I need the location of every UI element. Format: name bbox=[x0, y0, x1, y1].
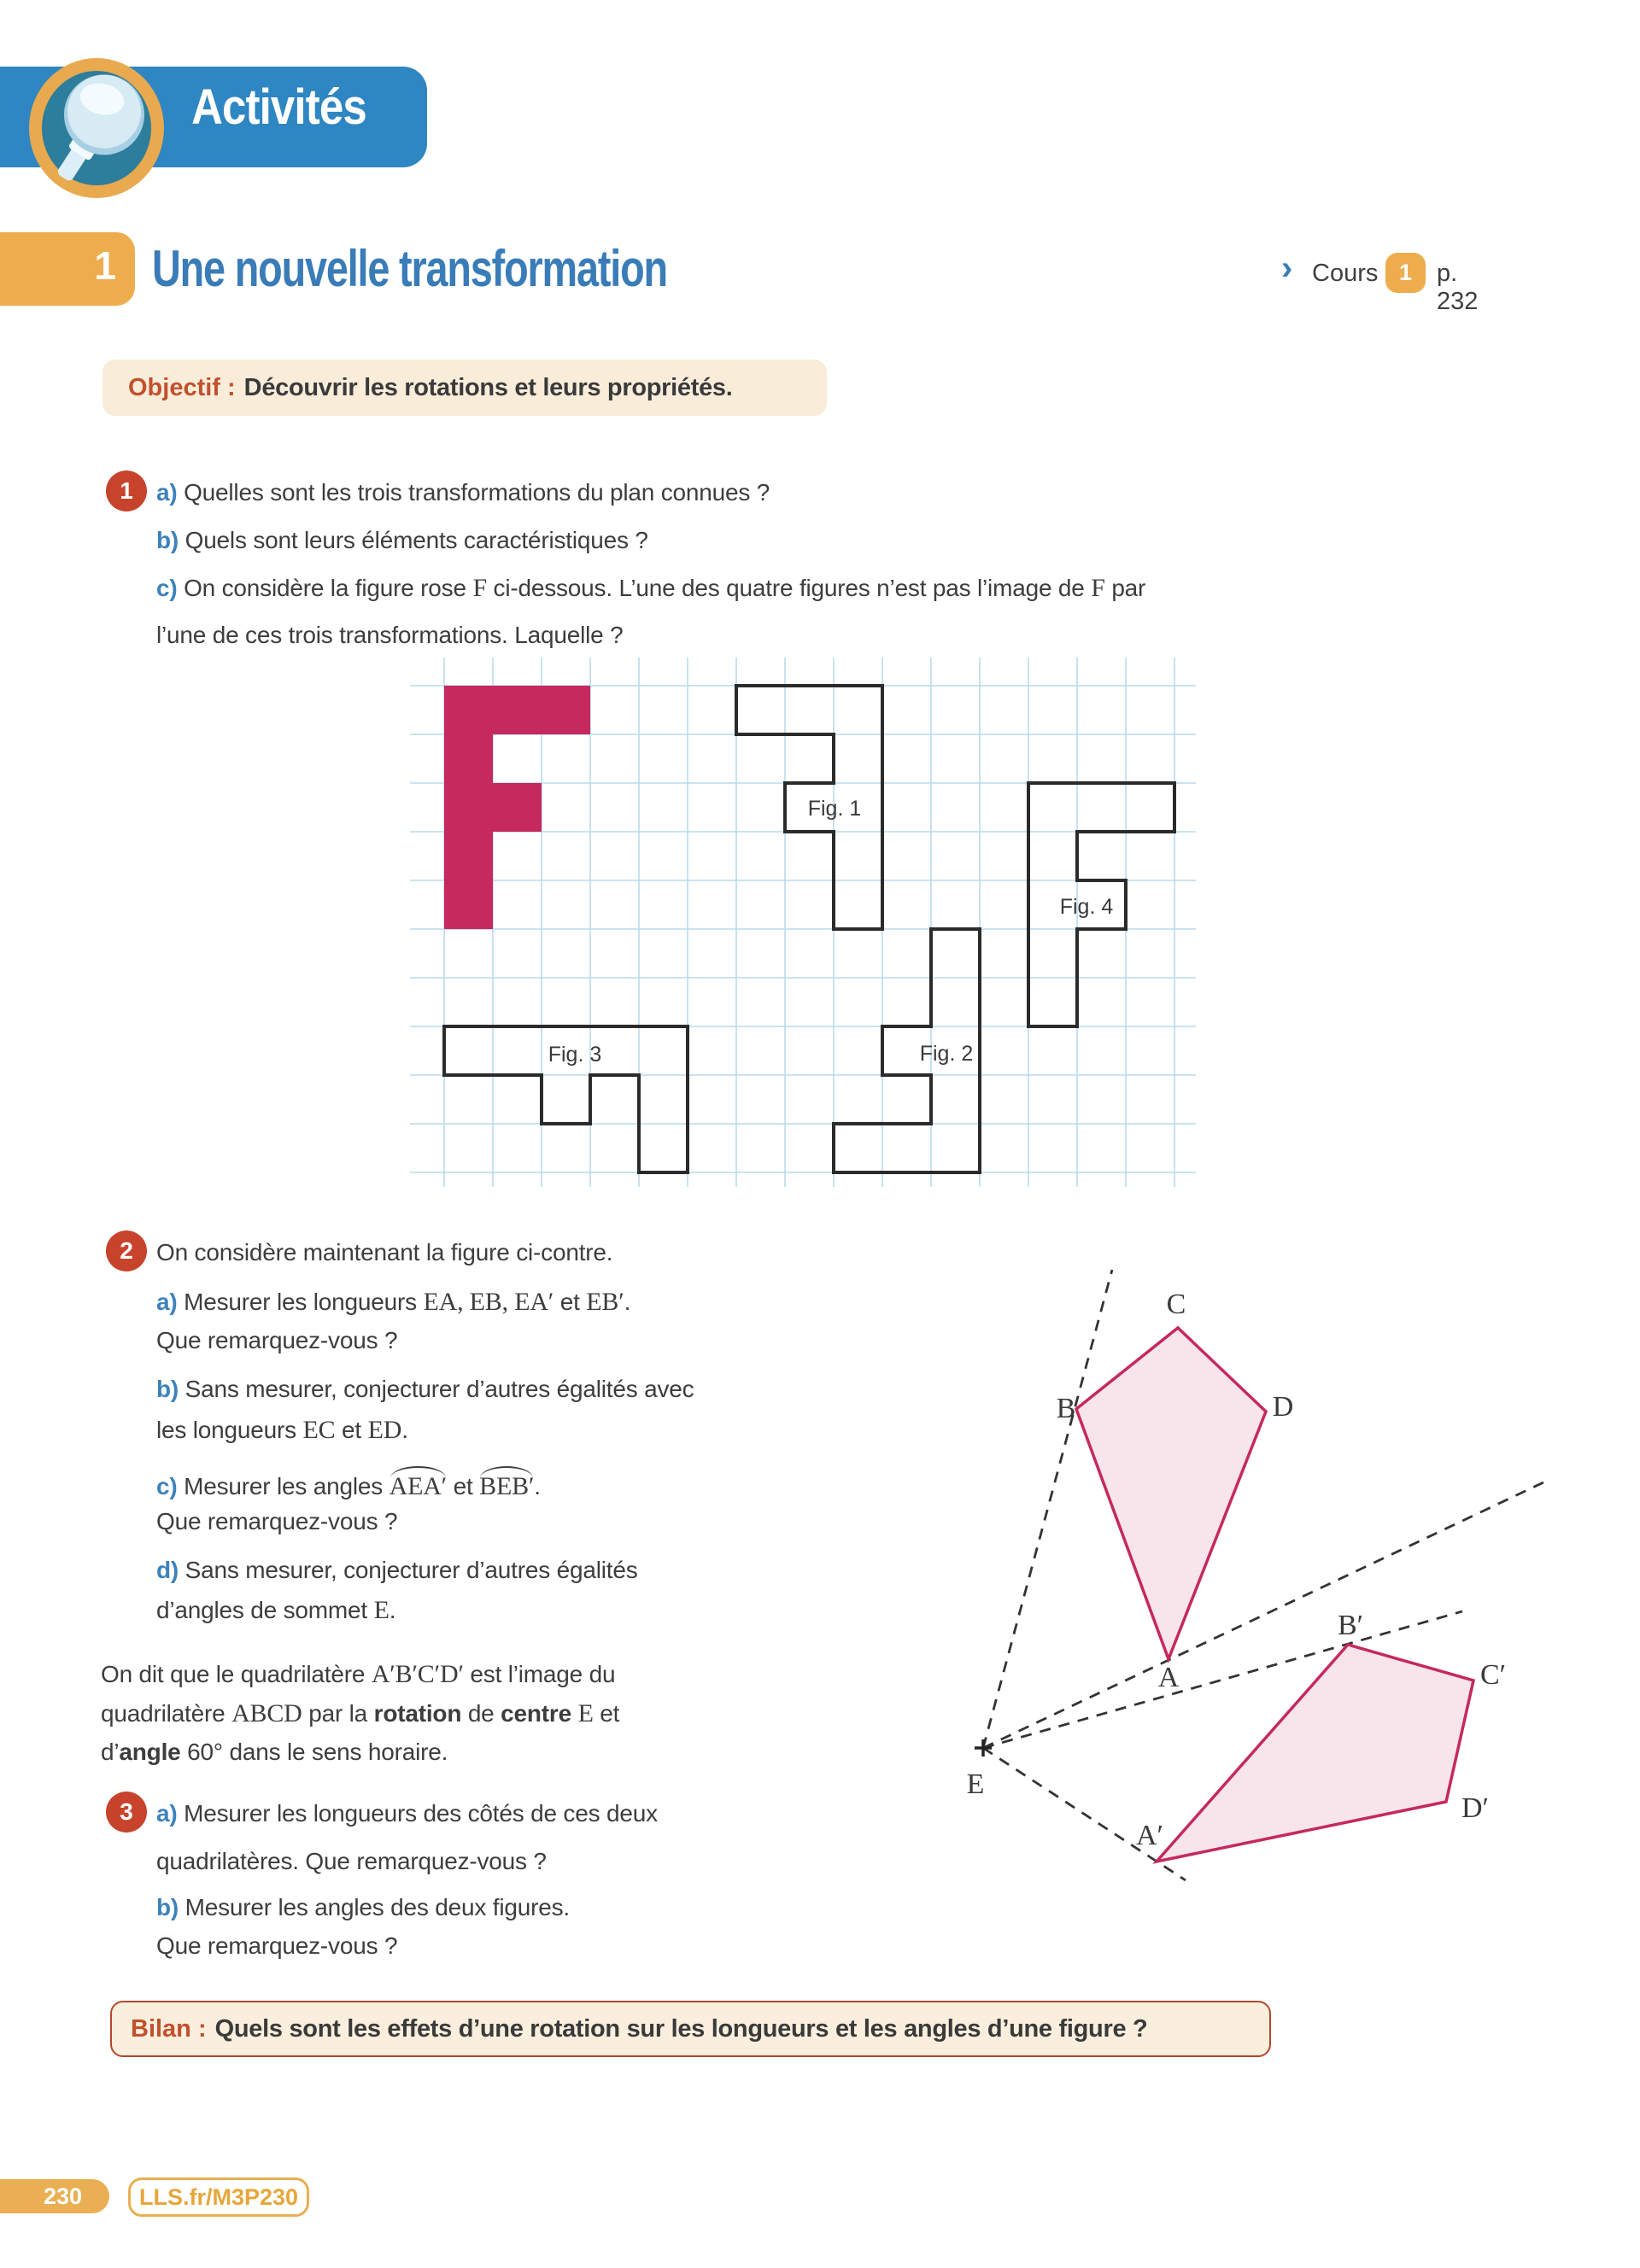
rotation-figure-svg bbox=[922, 1238, 1640, 1981]
text-run: et bbox=[554, 1289, 587, 1315]
text-run: b) bbox=[156, 527, 185, 553]
text-run: d) bbox=[156, 1557, 185, 1583]
objectif-text: Découvrir les rotations et leurs propriétés. bbox=[243, 373, 733, 401]
text-run: . bbox=[534, 1473, 541, 1499]
page-number: 230 bbox=[0, 2179, 109, 2213]
text-run: Mesurer les angles bbox=[184, 1473, 390, 1499]
text-run: Que remarquez-vous ? bbox=[156, 1508, 398, 1534]
question-1-badge: 1 bbox=[106, 471, 147, 511]
text-run: . bbox=[401, 1417, 408, 1443]
text-run: centre bbox=[501, 1700, 571, 1727]
text-run: angle bbox=[119, 1739, 181, 1765]
text-run: Mesurer les angles des deux figures. bbox=[184, 1894, 570, 1920]
text-run: Sans mesurer, conjecturer d’autres égalités avec bbox=[184, 1376, 694, 1402]
text-run: Mesurer les longueurs des côtés de ces deux bbox=[184, 1800, 658, 1827]
q1-line-c bbox=[156, 574, 1145, 603]
text-run: et bbox=[447, 1473, 480, 1499]
q2-line-b2 bbox=[156, 1416, 408, 1445]
objectif-label: Objectif : bbox=[128, 373, 236, 401]
text-run: et bbox=[335, 1417, 368, 1443]
q2-intro bbox=[156, 1239, 612, 1266]
text-run: F bbox=[472, 574, 487, 602]
text-run: AEA′ bbox=[389, 1472, 448, 1500]
text-run: EB′ bbox=[586, 1288, 624, 1316]
text-run: a) bbox=[156, 479, 184, 506]
paragraph-line-3 bbox=[101, 1739, 448, 1766]
text-run: ABCD bbox=[231, 1699, 302, 1727]
text-run: et bbox=[593, 1700, 620, 1727]
text-run: BEB′ bbox=[479, 1472, 535, 1500]
quad-ApBpCpDp bbox=[1157, 1645, 1473, 1862]
vertex-label-A: A bbox=[1157, 1662, 1180, 1693]
text-run: F bbox=[1091, 574, 1105, 602]
vertex-label-Bp: B′ bbox=[1337, 1610, 1364, 1641]
ray-E-B bbox=[983, 1270, 1112, 1748]
paragraph-line-1 bbox=[101, 1660, 615, 1689]
text-run: A′B′C′D′ bbox=[371, 1660, 464, 1688]
text-run: 60° dans le sens horaire. bbox=[180, 1739, 448, 1765]
vertex-label-E: E bbox=[966, 1768, 985, 1800]
text-run: a) bbox=[156, 1800, 184, 1827]
paragraph-line-2 bbox=[101, 1699, 619, 1728]
objectif-box bbox=[102, 359, 827, 416]
cours-label: Cours bbox=[1312, 260, 1379, 287]
question-2-badge: 2 bbox=[106, 1230, 147, 1271]
text-run: E bbox=[373, 1596, 390, 1624]
text-run: Sans mesurer, conjecturer d’autres égalités bbox=[184, 1557, 638, 1583]
text-run: . bbox=[624, 1289, 631, 1315]
fig-3-label: Fig. 3 bbox=[548, 1043, 602, 1067]
text-run: On considère maintenant la figure ci-contre. bbox=[156, 1239, 613, 1266]
cours-page: p. 232 bbox=[1437, 260, 1479, 315]
q2-line-b bbox=[156, 1376, 694, 1403]
text-run: d’angles de sommet bbox=[156, 1597, 374, 1623]
q2-line-d bbox=[156, 1557, 638, 1584]
text-run: On dit que le quadrilatère bbox=[101, 1661, 372, 1687]
q2-line-c bbox=[156, 1472, 541, 1501]
q3-line-a bbox=[156, 1800, 658, 1827]
q2-line-a2 bbox=[156, 1327, 397, 1354]
q2-line-d2 bbox=[156, 1596, 395, 1625]
text-run: est l’image du bbox=[463, 1661, 616, 1687]
text-run: l’une de ces trois transformations. Laquelle ? bbox=[156, 622, 624, 648]
text-run: par bbox=[1104, 575, 1146, 601]
vertex-label-Dp: D′ bbox=[1461, 1792, 1489, 1824]
q1-line-b bbox=[156, 527, 648, 554]
vertex-label-Ap: A′ bbox=[1136, 1820, 1163, 1851]
text-run: Que remarquez-vous ? bbox=[156, 1932, 398, 1959]
text-run: rotation bbox=[373, 1700, 462, 1727]
section-title: Une nouvelle transformation bbox=[152, 240, 667, 297]
text-run: b) bbox=[156, 1894, 185, 1920]
figure-F bbox=[444, 686, 590, 929]
text-run: EA, EB, EA′ bbox=[423, 1288, 554, 1316]
text-run: ci-dessous. L’une des quatre figures n’est pas l’image de bbox=[486, 575, 1092, 601]
vertex-label-C: C bbox=[1166, 1289, 1186, 1320]
vertex-label-Cp: C′ bbox=[1479, 1659, 1507, 1691]
text-run: les longueurs bbox=[156, 1417, 303, 1443]
text-run: par la bbox=[302, 1700, 374, 1727]
fig-1-label: Fig. 1 bbox=[807, 797, 862, 821]
text-run: c) bbox=[156, 1473, 184, 1499]
ray-E-Aprime bbox=[983, 1748, 1186, 1880]
text-run: On considère la figure rose bbox=[184, 575, 473, 601]
text-run bbox=[571, 1700, 578, 1727]
text-run: d’ bbox=[101, 1739, 120, 1765]
bilan-text: Quels sont les effets d’une rotation sur les longueurs et les angles d’une figure ? bbox=[214, 2014, 1148, 2043]
lls-code-badge: LLS.fr/M3P230 bbox=[128, 2177, 309, 2217]
chevron-right-icon: › bbox=[1281, 249, 1293, 287]
section-number-block bbox=[0, 232, 135, 306]
section-number: 1 bbox=[94, 243, 116, 288]
text-run: . bbox=[389, 1597, 396, 1623]
text-run: EC bbox=[302, 1416, 336, 1444]
bilan-label: Bilan : bbox=[131, 2014, 207, 2043]
q3-line-b bbox=[156, 1894, 570, 1921]
text-run: ED bbox=[367, 1416, 402, 1444]
text-run: quadrilatère bbox=[101, 1700, 232, 1727]
vertex-label-B: B bbox=[1056, 1393, 1076, 1424]
cours-badge: 1 bbox=[1385, 253, 1426, 293]
text-run: quadrilatères. Que remarquez-vous ? bbox=[156, 1848, 547, 1874]
grid-figure-svg bbox=[410, 658, 1196, 1187]
text-run: de bbox=[461, 1700, 501, 1727]
q1-line-a bbox=[156, 479, 770, 506]
bilan-box bbox=[110, 2001, 1271, 2057]
q1-line-c2 bbox=[156, 622, 623, 649]
vertex-label-D: D bbox=[1272, 1391, 1294, 1423]
magnifier-icon bbox=[26, 56, 167, 200]
text-run: Mesurer les longueurs bbox=[184, 1289, 424, 1315]
fig-4-label: Fig. 4 bbox=[1059, 895, 1114, 919]
question-3-badge: 3 bbox=[106, 1792, 147, 1833]
text-run: Que remarquez-vous ? bbox=[156, 1327, 398, 1353]
fig-2-label: Fig. 2 bbox=[919, 1042, 974, 1066]
text-run: c) bbox=[156, 575, 184, 601]
quad-ABCD bbox=[1076, 1328, 1266, 1659]
text-run: a) bbox=[156, 1289, 184, 1315]
banner-title: Activités bbox=[191, 79, 366, 135]
q2-line-c2 bbox=[156, 1508, 397, 1535]
text-run: Quels sont leurs éléments caractéristiques ? bbox=[184, 527, 648, 553]
q3-line-a2 bbox=[156, 1848, 547, 1875]
text-run: Quelles sont les trois transformations du plan connues ? bbox=[184, 479, 770, 506]
q3-line-b2 bbox=[156, 1932, 397, 1960]
q2-line-a bbox=[156, 1288, 630, 1317]
text-run: E bbox=[577, 1699, 594, 1727]
text-run: b) bbox=[156, 1376, 185, 1402]
